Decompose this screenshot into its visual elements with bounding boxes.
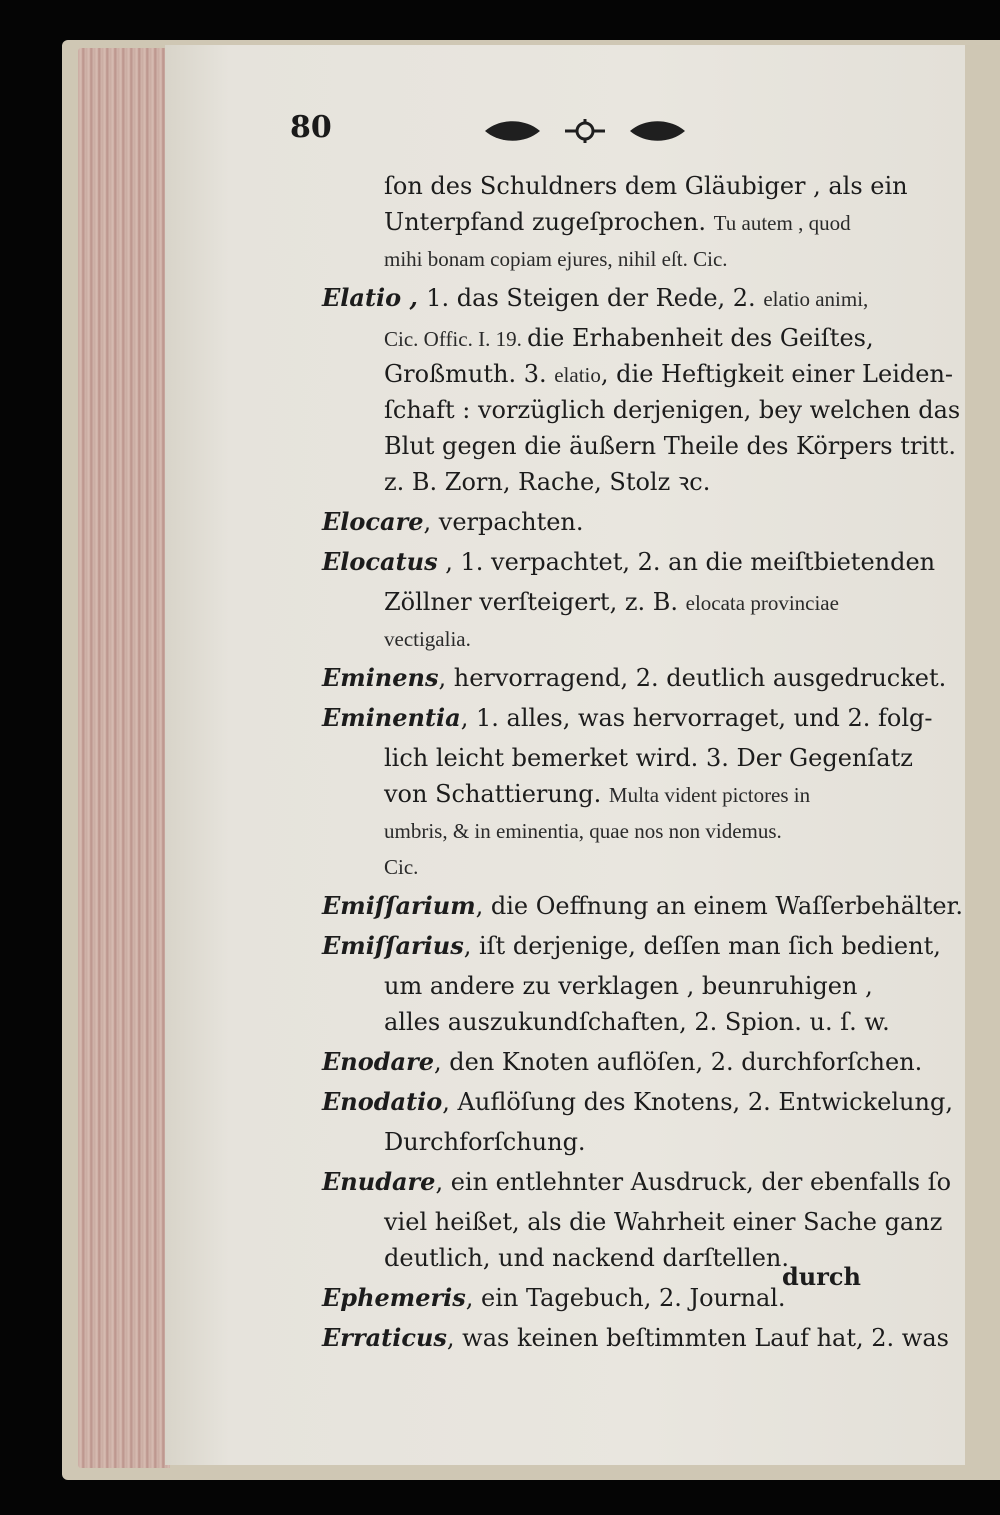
page-header xyxy=(290,110,890,150)
lemma-headword: Erraticus xyxy=(322,1323,447,1352)
continuation-line xyxy=(384,464,894,500)
lemma-headword: Elocatus xyxy=(322,547,438,576)
german-text: , was keinen beſtimmten Lauf hat, 2. was xyxy=(446,1324,949,1352)
german-text: um andere zu verklagen , beunruhigen , xyxy=(384,972,873,1000)
continuation-line xyxy=(384,320,894,356)
continuation-line xyxy=(384,776,894,812)
catchword: durch xyxy=(782,1262,861,1291)
lemma-headword: Enodare xyxy=(322,1047,434,1076)
dictionary-text xyxy=(322,168,964,1360)
entry-line xyxy=(322,544,936,580)
german-text: deutlich, und nackend darſtellen. xyxy=(384,1244,789,1272)
german-text: die Erhabenheit des Geiſtes, xyxy=(527,324,874,352)
german-text: Durchforſchung. xyxy=(384,1128,586,1156)
lemma-headword: Emiſſarium xyxy=(322,891,476,920)
entry-line xyxy=(322,1320,949,1356)
lemma-headword: Eminentia xyxy=(322,703,461,732)
entry-line xyxy=(322,888,964,924)
lemma-headword: Elatio , xyxy=(322,283,427,312)
entry-line xyxy=(322,1044,923,1080)
latin-text: Tu autem , quod xyxy=(713,211,851,235)
german-text: , iſt derjenige, deſſen man ſich bedient, xyxy=(463,932,941,960)
entry-line xyxy=(322,1164,952,1200)
german-text: Unterpfand zugeſprochen. xyxy=(384,208,714,236)
german-text: Zöllner verſteigert, z. B. xyxy=(384,588,686,616)
german-text: ſchaft : vorzüglich derjenigen, bey welchen das xyxy=(384,396,961,424)
continuation-line xyxy=(384,812,894,848)
lemma-headword: Ephemeris xyxy=(322,1283,466,1312)
continuation-line xyxy=(384,1124,894,1160)
lemma-headword: Enodatio xyxy=(322,1087,443,1116)
entry-line xyxy=(322,660,947,696)
continuation-line xyxy=(384,240,894,276)
entry-line xyxy=(322,928,941,964)
german-text: Großmuth. 3. xyxy=(384,360,555,388)
latin-text: nihil eſt. Cic. xyxy=(612,247,728,271)
latin-text: elocata provinciae xyxy=(685,591,839,615)
german-text: , die Oeffnung an einem Waſſerbehälter. xyxy=(475,892,964,920)
continuation-line xyxy=(384,428,956,464)
continuation-line xyxy=(384,1204,943,1240)
german-text: Blut gegen die äußern Theile des Körpers tritt. xyxy=(384,432,956,460)
latin-text: Cic. Offic. I. 19. xyxy=(384,327,528,351)
latin-text: vectigalia. xyxy=(384,627,471,651)
latin-text: elatio animi, xyxy=(763,287,869,311)
latin-text: elatio xyxy=(554,363,601,387)
continuation-line xyxy=(384,356,954,392)
continuation-line xyxy=(384,620,894,656)
continuation-line xyxy=(384,584,894,620)
lemma-headword: Emiſſarius xyxy=(322,931,464,960)
lemma-headword: Elocare xyxy=(322,507,424,536)
latin-text: Cic. xyxy=(384,855,419,879)
continuation-line xyxy=(384,392,961,428)
lemma-headword: Enudare xyxy=(322,1167,436,1196)
german-text: , 1. verpachtet, 2. an die meiſtbietenden xyxy=(437,548,936,576)
german-text: z. B. Zorn, Rache, Stolz ꝛc. xyxy=(384,468,711,496)
continuation-line xyxy=(384,848,894,884)
german-text: , ein entlehnter Ausdruck, der ebenfalls ſo xyxy=(435,1168,952,1196)
continuation-line xyxy=(384,204,894,240)
entry-line xyxy=(322,504,894,540)
german-text: , ein Tagebuch, 2. Journal. xyxy=(465,1284,786,1312)
continuation-line xyxy=(384,740,913,776)
entry-line xyxy=(322,1084,953,1120)
continuation-line xyxy=(384,968,894,1004)
german-text: , verpachten. xyxy=(423,508,584,536)
page-number: 80 xyxy=(290,110,332,145)
german-text: , die Heftigkeit einer Leiden- xyxy=(600,360,954,388)
german-text: , Auflöſung des Knotens, 2. Entwickelung, xyxy=(442,1088,953,1116)
page-edge-stack xyxy=(78,48,170,1468)
german-text: lich leicht bemerket wird. 3. Der Gegenſatz xyxy=(384,744,913,772)
latin-text: umbris, & in eminentia, quae nos non videmus. xyxy=(384,819,782,843)
continuation-line xyxy=(384,1004,894,1040)
german-text: , 1. alles, was hervorraget, und 2. folg- xyxy=(460,704,933,732)
latin-text: mihi xyxy=(384,247,428,271)
german-text: viel heißet, als die Wahrheit einer Sache ganz xyxy=(384,1208,943,1236)
german-text: , hervorragend, 2. deutlich ausgedrucket. xyxy=(438,664,947,692)
german-text: von Schattierung. xyxy=(384,780,609,808)
german-text: 1. das Steigen der Rede, 2. xyxy=(426,284,764,312)
entry-line xyxy=(322,700,933,736)
entry-line xyxy=(322,280,894,316)
latin-text: Multa vident pictores in xyxy=(608,783,811,807)
header-ornament-icon xyxy=(480,116,690,146)
german-text: ſon des Schuldners dem Gläubiger , als ein xyxy=(384,172,908,200)
german-text: alles auszukundſchaften, 2. Spion. u. ſ. w. xyxy=(384,1008,890,1036)
continuation-line xyxy=(384,168,908,204)
german-text: , den Knoten auflöſen, 2. durchforſchen. xyxy=(434,1048,923,1076)
lemma-headword: Eminens xyxy=(322,663,439,692)
latin-text: bonam copiam ejures, xyxy=(427,247,613,271)
